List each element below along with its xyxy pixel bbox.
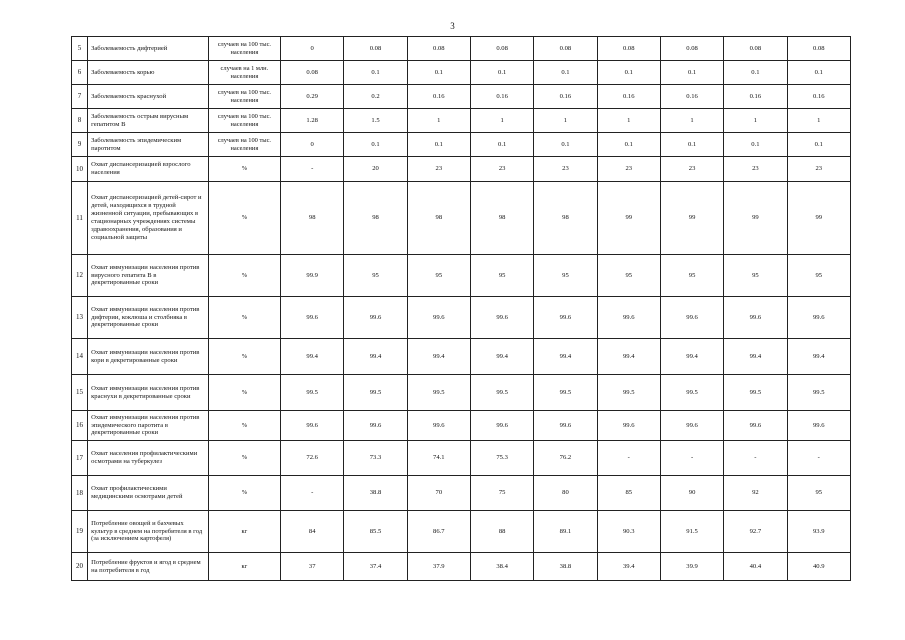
indicator-value: 0.08 (344, 37, 407, 61)
indicator-value: 73.3 (344, 441, 407, 476)
indicator-value: 95 (344, 255, 407, 297)
indicator-value: 99.6 (281, 411, 344, 441)
row-number: 16 (72, 411, 88, 441)
indicator-value: 0.1 (787, 133, 850, 157)
indicator-value: - (660, 441, 723, 476)
indicator-name: Заболеваемость острым вирусным гепатитом В (88, 109, 209, 133)
indicator-value: 38.8 (534, 553, 597, 581)
row-number: 14 (72, 339, 88, 375)
indicator-value: 75 (470, 476, 533, 511)
indicator-value: 92.7 (724, 511, 787, 553)
indicator-value: 0.1 (470, 61, 533, 85)
indicator-value: 98 (281, 182, 344, 255)
indicator-value: 99.4 (344, 339, 407, 375)
table-row (72, 37, 851, 61)
indicator-value: 23 (597, 157, 660, 182)
indicator-unit: кг (208, 553, 280, 581)
indicator-value: 1.28 (281, 109, 344, 133)
indicator-value: 40.4 (724, 553, 787, 581)
indicator-unit: % (208, 375, 280, 411)
indicator-value: 90.3 (597, 511, 660, 553)
indicator-value: 1 (407, 109, 470, 133)
indicator-value: 23 (660, 157, 723, 182)
row-number: 18 (72, 476, 88, 511)
row-number: 13 (72, 297, 88, 339)
indicator-value: 99.5 (660, 375, 723, 411)
indicator-value: 0.16 (407, 85, 470, 109)
indicator-value: 23 (534, 157, 597, 182)
indicator-value: 90 (660, 476, 723, 511)
indicator-value: 0 (281, 133, 344, 157)
indicator-value: 23 (787, 157, 850, 182)
indicator-value: 95 (787, 476, 850, 511)
indicator-unit: случаев на 100 тыс. населения (208, 85, 280, 109)
indicator-value: 0.16 (660, 85, 723, 109)
table-row (72, 255, 851, 297)
indicator-value: 99.5 (787, 375, 850, 411)
row-number: 11 (72, 182, 88, 255)
indicator-value: 99.4 (787, 339, 850, 375)
indicator-value: 99.5 (281, 375, 344, 411)
indicator-value: 95 (597, 255, 660, 297)
indicator-unit: случаев на 100 тыс. населения (208, 37, 280, 61)
indicator-value: 70 (407, 476, 470, 511)
indicator-unit: % (208, 182, 280, 255)
indicator-value: 99.6 (660, 411, 723, 441)
indicator-value: 86.7 (407, 511, 470, 553)
indicator-value: 95 (724, 255, 787, 297)
indicator-value: 95 (407, 255, 470, 297)
indicator-value: 38.8 (344, 476, 407, 511)
indicator-value: 1 (660, 109, 723, 133)
indicator-value: 88 (470, 511, 533, 553)
indicator-value: 40.9 (787, 553, 850, 581)
indicator-value: 99.6 (724, 297, 787, 339)
indicator-value: - (724, 441, 787, 476)
indicators-table-body (72, 37, 851, 581)
indicator-value: 98 (470, 182, 533, 255)
indicator-name: Охват иммунизации населения против эпидемического паротита в декретированные сроки (88, 411, 209, 441)
indicator-name: Заболеваемость эпидемическим паротитом (88, 133, 209, 157)
indicator-name: Охват иммунизации населения против дифтерии, коклюша и столбняка в декретированные сроки (88, 297, 209, 339)
table-row (72, 182, 851, 255)
row-number: 10 (72, 157, 88, 182)
indicator-value: 23 (724, 157, 787, 182)
indicator-value: 0.1 (344, 133, 407, 157)
indicator-value: 99.5 (407, 375, 470, 411)
indicator-value: 37.4 (344, 553, 407, 581)
indicator-value: 85.5 (344, 511, 407, 553)
indicator-name: Охват иммунизации населения против вирусного гепатита В в декретированные сроки (88, 255, 209, 297)
indicator-value: 99.6 (407, 297, 470, 339)
indicator-value: 99.4 (724, 339, 787, 375)
indicator-value: 0 (281, 37, 344, 61)
indicator-unit: случаев на 1 млн. населения (208, 61, 280, 85)
indicator-value: 99 (660, 182, 723, 255)
indicator-value: 0.16 (534, 85, 597, 109)
indicator-value: 0.08 (597, 37, 660, 61)
indicator-value: 80 (534, 476, 597, 511)
indicator-value: 91.5 (660, 511, 723, 553)
indicator-value: 89.1 (534, 511, 597, 553)
indicator-value: 0.1 (724, 133, 787, 157)
table-row (72, 476, 851, 511)
indicator-value: 99.6 (281, 297, 344, 339)
indicator-value: 99.6 (470, 297, 533, 339)
indicator-value: 0.1 (344, 61, 407, 85)
indicator-value: 99.4 (281, 339, 344, 375)
indicator-unit: случаев на 100 тыс. населения (208, 109, 280, 133)
indicator-value: 0.1 (597, 61, 660, 85)
indicator-unit: % (208, 297, 280, 339)
indicator-value: 99.4 (597, 339, 660, 375)
indicator-value: 99.6 (407, 411, 470, 441)
indicator-value: 95 (534, 255, 597, 297)
indicator-value: 99.6 (534, 297, 597, 339)
indicator-value: 0.29 (281, 85, 344, 109)
indicator-value: 0.1 (407, 133, 470, 157)
indicator-value: 0.08 (724, 37, 787, 61)
indicator-value: 99.5 (724, 375, 787, 411)
row-number: 6 (72, 61, 88, 85)
indicator-value: 0.16 (787, 85, 850, 109)
indicator-name: Охват диспансеризацией детей-сирот и детей, находящихся в трудной жизненной ситуации, пребывающих в стационарных учреждениях системы здравоохранения, образования и социальной защиты (88, 182, 209, 255)
indicator-value: 20 (344, 157, 407, 182)
indicator-value: 99.6 (787, 297, 850, 339)
indicator-value: 99.5 (470, 375, 533, 411)
indicator-value: 99 (724, 182, 787, 255)
indicator-value: 92 (724, 476, 787, 511)
indicator-value: 99.6 (534, 411, 597, 441)
table-row (72, 297, 851, 339)
indicator-value: 99 (787, 182, 850, 255)
indicator-value: 23 (470, 157, 533, 182)
row-number: 19 (72, 511, 88, 553)
indicator-value: 99.6 (724, 411, 787, 441)
indicator-unit: кг (208, 511, 280, 553)
indicator-value: 0.1 (660, 61, 723, 85)
table-row (72, 441, 851, 476)
indicator-value: 99.5 (534, 375, 597, 411)
indicator-value: 1 (787, 109, 850, 133)
indicator-value: 99.4 (534, 339, 597, 375)
indicator-value: 99.6 (470, 411, 533, 441)
indicator-unit: % (208, 255, 280, 297)
indicator-value: 98 (344, 182, 407, 255)
indicator-value: 99.6 (344, 297, 407, 339)
indicator-value: 0.08 (660, 37, 723, 61)
indicator-value: 0.08 (281, 61, 344, 85)
table-row (72, 553, 851, 581)
indicator-value: 0.1 (660, 133, 723, 157)
indicator-value: 74.1 (407, 441, 470, 476)
indicator-value: - (281, 157, 344, 182)
indicator-value: 93.9 (787, 511, 850, 553)
indicator-value: 23 (407, 157, 470, 182)
indicator-unit: случаев на 100 тыс. населения (208, 133, 280, 157)
indicator-name: Охват населения профилактическими осмотрами на туберкулез (88, 441, 209, 476)
table-row (72, 61, 851, 85)
indicator-name: Потребление фруктов и ягод в среднем на потребителя в год (88, 553, 209, 581)
indicator-unit: % (208, 339, 280, 375)
indicator-value: 98 (407, 182, 470, 255)
indicator-value: 95 (660, 255, 723, 297)
indicator-value: - (597, 441, 660, 476)
indicator-unit: % (208, 157, 280, 182)
indicator-value: 0.1 (787, 61, 850, 85)
indicator-name: Охват иммунизации населения против краснухи в декретированные сроки (88, 375, 209, 411)
indicator-value: 0.16 (724, 85, 787, 109)
indicator-value: - (787, 441, 850, 476)
indicator-value: 1 (724, 109, 787, 133)
indicator-value: 99.5 (597, 375, 660, 411)
indicator-value: 0.16 (470, 85, 533, 109)
indicator-value: 0.08 (470, 37, 533, 61)
indicator-value: 99.4 (470, 339, 533, 375)
indicator-unit: % (208, 476, 280, 511)
indicator-value: 0.1 (597, 133, 660, 157)
indicator-value: 99.6 (597, 297, 660, 339)
indicator-value: 1 (470, 109, 533, 133)
table-row (72, 157, 851, 182)
indicator-name: Заболеваемость краснухой (88, 85, 209, 109)
row-number: 5 (72, 37, 88, 61)
table-row (72, 109, 851, 133)
indicator-value: 0.1 (534, 133, 597, 157)
indicator-value: 0.1 (534, 61, 597, 85)
row-number: 20 (72, 553, 88, 581)
indicator-value: 99.4 (660, 339, 723, 375)
table-row (72, 85, 851, 109)
indicator-value: 99.6 (660, 297, 723, 339)
indicator-value: 37.9 (407, 553, 470, 581)
indicator-value: 37 (281, 553, 344, 581)
indicator-value: 39.9 (660, 553, 723, 581)
indicator-value: 1 (597, 109, 660, 133)
indicator-value: 99.4 (407, 339, 470, 375)
indicator-value: 99 (597, 182, 660, 255)
indicator-value: 72.6 (281, 441, 344, 476)
row-number: 17 (72, 441, 88, 476)
indicator-name: Заболеваемость корью (88, 61, 209, 85)
indicator-value: 0.08 (787, 37, 850, 61)
indicator-value: 95 (787, 255, 850, 297)
row-number: 9 (72, 133, 88, 157)
indicator-value: 85 (597, 476, 660, 511)
indicator-value: 1 (534, 109, 597, 133)
indicator-value: 0.1 (407, 61, 470, 85)
indicator-value: 84 (281, 511, 344, 553)
indicator-value: 38.4 (470, 553, 533, 581)
indicator-value: 95 (470, 255, 533, 297)
indicator-value: 0.1 (724, 61, 787, 85)
indicator-value: 99.6 (344, 411, 407, 441)
indicator-value: 75.3 (470, 441, 533, 476)
indicator-value: 0.08 (407, 37, 470, 61)
indicator-name: Заболеваемость дифтерией (88, 37, 209, 61)
indicator-name: Потребление овощей и бахчевых культур в среднем на потребителя в год (за исключением картофеля) (88, 511, 209, 553)
indicator-value: 0.08 (534, 37, 597, 61)
row-number: 7 (72, 85, 88, 109)
indicator-value: 1.5 (344, 109, 407, 133)
indicator-value: 99.9 (281, 255, 344, 297)
indicators-table (71, 36, 851, 581)
indicator-value: 0.2 (344, 85, 407, 109)
table-row (72, 411, 851, 441)
indicator-value: 98 (534, 182, 597, 255)
page-number: 3 (450, 21, 455, 31)
indicator-value: 0.1 (470, 133, 533, 157)
table-row (72, 511, 851, 553)
row-number: 15 (72, 375, 88, 411)
row-number: 8 (72, 109, 88, 133)
table-row (72, 375, 851, 411)
row-number: 12 (72, 255, 88, 297)
indicator-unit: % (208, 411, 280, 441)
table-row (72, 339, 851, 375)
indicator-value: 99.6 (597, 411, 660, 441)
indicator-unit: % (208, 441, 280, 476)
indicator-value: - (281, 476, 344, 511)
indicator-name: Охват диспансеризацией взрослого населения (88, 157, 209, 182)
indicator-value: 76.2 (534, 441, 597, 476)
indicator-value: 99.6 (787, 411, 850, 441)
table-row (72, 133, 851, 157)
indicator-value: 0.16 (597, 85, 660, 109)
indicator-value: 99.5 (344, 375, 407, 411)
indicator-value: 39.4 (597, 553, 660, 581)
indicator-name: Охват профилактическими медицинскими осмотрами детей (88, 476, 209, 511)
indicator-name: Охват иммунизации населения против кори в декретированные сроки (88, 339, 209, 375)
